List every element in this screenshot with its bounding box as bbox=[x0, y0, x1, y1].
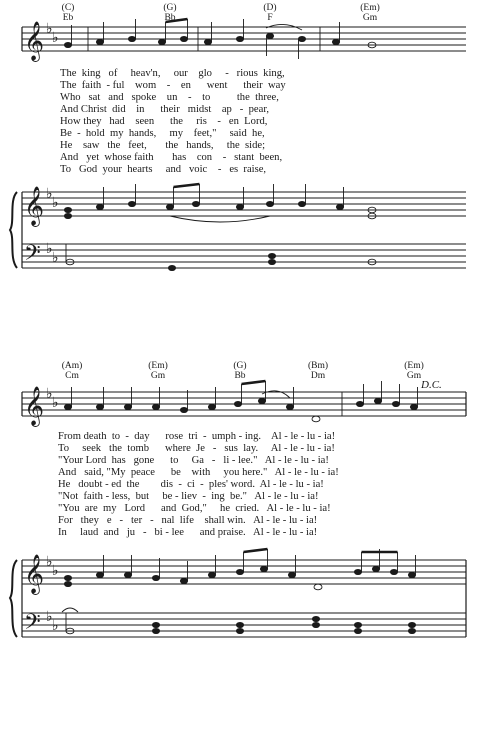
lyric-line: And Christ did in their midst ap - pear, bbox=[60, 104, 270, 115]
chord-symbol: (Bm) Dm bbox=[307, 361, 329, 381]
lyric-line: Who sat and spoke un - to the three, bbox=[60, 92, 279, 103]
lyric-line: And yet whose faith has con - stant been, bbox=[60, 152, 283, 163]
lyric-line: The king of heav'n, our glo - rious king, bbox=[60, 68, 285, 79]
piano-treble-staff-1 bbox=[22, 192, 466, 216]
svg-text:♭: ♭ bbox=[52, 195, 59, 211]
lyric-line: For they e - ter - nal life shall win. Al - le - lu - ia! bbox=[58, 515, 318, 526]
chord-symbol: (G) Bb bbox=[163, 3, 177, 23]
chord-symbol: (Em) Gm bbox=[360, 3, 380, 23]
chord-symbol: (Am) Cm bbox=[61, 361, 83, 381]
treble-clef-icon: 𝄞 bbox=[24, 21, 45, 61]
svg-text:♭: ♭ bbox=[46, 386, 53, 402]
svg-text:♭: ♭ bbox=[46, 21, 53, 37]
brace-2 bbox=[10, 560, 17, 637]
chord-symbol: (C) Eb bbox=[61, 3, 75, 23]
lyric-line: "Your Lord has gone to Ga - li - lee." Al - le - lu - ia! bbox=[58, 455, 329, 466]
svg-text:♭: ♭ bbox=[46, 186, 53, 202]
bass-clef-icon: 𝄢 bbox=[24, 241, 41, 271]
lyric-line: Be - hold my hands, my feet," said he, bbox=[60, 128, 265, 139]
piano-bass-staff-1 bbox=[22, 192, 466, 268]
svg-text:♭: ♭ bbox=[46, 241, 53, 257]
treble-clef-icon: 𝄞 bbox=[24, 554, 45, 594]
lyric-line: He doubt - ed the dis - ci - ples' word. Al - le - lu - ia! bbox=[58, 479, 324, 490]
lyric-line: To God your hearts and voic - es raise, bbox=[60, 164, 267, 175]
chord-symbol: (Em) Gm bbox=[404, 361, 424, 381]
treble-clef-icon: 𝄞 bbox=[24, 386, 45, 426]
svg-text:♭: ♭ bbox=[46, 554, 53, 570]
svg-text:♭: ♭ bbox=[52, 618, 59, 634]
svg-text:♭: ♭ bbox=[52, 250, 59, 266]
accompaniment-notes-1 bbox=[64, 184, 376, 271]
da-capo-marking: D.C. bbox=[421, 379, 442, 391]
svg-text:♭: ♭ bbox=[52, 30, 59, 46]
lyric-line: And said, "My peace be with you here." Al - le - lu - ia! bbox=[58, 467, 339, 478]
lyric-line: How they had seen the ris - en Lord, bbox=[60, 116, 268, 127]
lyric-line: In laud and ju - bi - lee and praise. Al - le - lu - ia! bbox=[58, 527, 318, 538]
lyric-line: He saw the feet, the hands, the side; bbox=[60, 140, 266, 151]
chord-symbol: (Em) Gm bbox=[148, 361, 168, 381]
accompaniment-notes-2 bbox=[62, 549, 416, 634]
lyric-line: From death to - day rose tri - umph - ing. Al - le - lu - ia! bbox=[58, 431, 336, 442]
brace-1 bbox=[10, 192, 17, 268]
svg-text:♭: ♭ bbox=[46, 609, 53, 625]
key-signature-flat-icon bbox=[46, 21, 59, 634]
svg-text:♭: ♭ bbox=[52, 563, 59, 579]
lyric-line: To seek the tomb where Je - sus lay. Al - le - lu - ia! bbox=[58, 443, 335, 454]
chord-symbol: (D) F bbox=[263, 3, 277, 23]
treble-clef-icon: 𝄞 bbox=[24, 186, 45, 226]
lyric-line: "Not faith - less, but be - liev - ing be." Al - le - lu - ia! bbox=[58, 491, 319, 502]
svg-text:♭: ♭ bbox=[52, 395, 59, 411]
bass-clef-icon: 𝄢 bbox=[24, 610, 41, 640]
chord-symbol: (G) Bb bbox=[233, 361, 247, 381]
lyric-line: "You are my Lord and God," he cried. Al - le - lu - ia! bbox=[58, 503, 331, 514]
lyric-line: The faith - ful wom - en went their way bbox=[60, 80, 286, 91]
